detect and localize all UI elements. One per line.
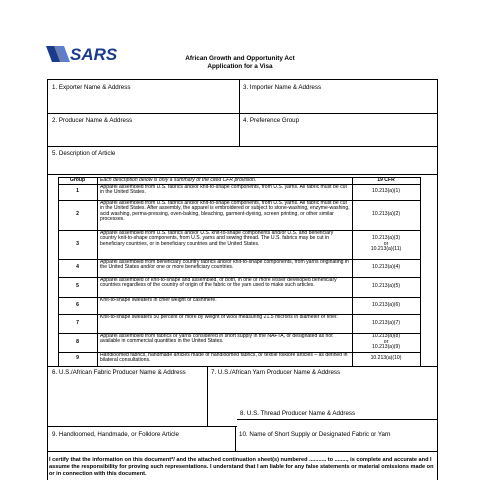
field-exporter[interactable]: 1. Exporter Name & Address xyxy=(52,84,131,91)
table-cell-group: 6 xyxy=(76,301,79,308)
table-cell-group: 3 xyxy=(76,240,79,247)
title-line-1: African Growth and Opportunity Act xyxy=(185,55,295,62)
header-group: Group xyxy=(69,177,86,183)
field-description[interactable]: 5. Description of Article xyxy=(52,150,116,157)
table-right xyxy=(420,177,421,366)
table-cell-cfr xyxy=(352,230,420,259)
cfr-citation: 10.213(a)(3) xyxy=(371,235,401,242)
title-line-2: Application for a Visa xyxy=(207,63,273,70)
cfr-citation: 10.213(a)(5) xyxy=(371,283,401,290)
field-preference-group[interactable]: 4. Preference Group xyxy=(243,117,300,124)
rule-2 xyxy=(47,146,437,147)
rule-top xyxy=(47,79,437,80)
header-cfr: 19 CFR xyxy=(377,177,395,183)
cfr-citation: 10.213(a)(8) xyxy=(371,333,401,340)
table-cell-cfr xyxy=(352,314,420,333)
field-short-supply[interactable]: 10. Name of Short Supply or Designated Fabric or Yarn xyxy=(239,431,391,438)
header-description: Each description below is only a summary of the cited CFR provision. xyxy=(100,178,257,183)
table-cell-description: Knit-to-shape sweaters in chief weight of cashmere. xyxy=(100,297,217,303)
rule-6 xyxy=(47,426,237,427)
table-cell-cfr xyxy=(352,297,420,314)
table-cell-group: 9 xyxy=(76,355,79,362)
cfr-citation: 10.213(a)(2) xyxy=(371,211,401,218)
sars-logo xyxy=(46,44,136,64)
table-cell-cfr xyxy=(352,352,420,366)
cfr-citation: 10.213(a)(9) xyxy=(371,344,401,351)
table-cell-cfr xyxy=(352,259,420,277)
table-cell-group: 1 xyxy=(76,188,79,195)
cfr-citation: 10.213(a)(11) xyxy=(370,246,402,253)
divider-top xyxy=(239,79,240,146)
table-cell-description: Apparel assembled from U.S. fabrics and/or knit-to-shape components, from U.S. yarns. All fabric must be cut in the United States. xyxy=(100,184,347,196)
cfr-citation: 10.213(a)(4) xyxy=(371,264,401,271)
field-thread-producer[interactable]: 8. U.S. Thread Producer Name & Address xyxy=(240,410,356,417)
rule-4 xyxy=(47,366,437,367)
table-cell-cfr xyxy=(352,277,420,297)
table-cell-cfr xyxy=(352,200,420,230)
rule-3 xyxy=(47,174,437,175)
divider-9-10 xyxy=(235,426,236,451)
table-cell-description: Apparel assembled or knit-to-shape and assembled, or both, in one or more lesser developed beneficiary countries regardless of the country of origin of the fabric or the yarn used to make such articles. xyxy=(100,277,337,289)
table-cell-group: 5 xyxy=(76,283,79,290)
cfr-citation: or xyxy=(383,338,389,345)
document-title xyxy=(140,55,340,71)
border-right xyxy=(437,79,438,480)
cfr-citation: 10.213(a)(6) xyxy=(371,301,401,308)
border-left xyxy=(47,79,48,480)
certification-text: I certify that the information on this document*/ and the attached continuation sheet(s) numbered ........... to ........, is complete and accurate and I assume the responsibility for proving such representations. I understand that I am liable for any false statements or material omissions made on or in connection with this document. xyxy=(49,457,434,478)
cfr-citation: 10.213(a)(1) xyxy=(371,188,401,195)
field-handloomed[interactable]: 9. Handloomed, Handmade, or Folklore Article xyxy=(52,431,179,438)
table-cell-description: Handloomed fabrics, handmade articles made of handloomed fabrics, or textile folklore articles – as defined in bilateral consultations. xyxy=(100,352,348,364)
field-producer[interactable]: 2. Producer Name & Address xyxy=(52,117,133,124)
cfr-citation: 10.213(a)(10) xyxy=(370,355,402,362)
logo-text: SARS xyxy=(70,45,118,64)
field-importer[interactable]: 3. Importer Name & Address xyxy=(243,84,322,91)
cfr-citation: 10.213(a)(7) xyxy=(371,319,401,326)
rule-1 xyxy=(47,113,437,114)
table-cell-group: 4 xyxy=(76,264,79,271)
table-cell-description: Apparel assembled from beneficiary country fabrics and/or knit-to-shape components, from yarns originating in the United States and/or one or more beneficiary countries. xyxy=(100,259,349,271)
rule-7 xyxy=(47,451,437,452)
sars-logo-icon xyxy=(46,44,136,64)
field-fabric-producer[interactable]: 6. U.S./African Fabric Producer Name & Address xyxy=(52,369,186,376)
table-cell-description: Knit-to-shape sweaters 50 percent or more by weight of wool measuring 21.5 microns in diameter or finer. xyxy=(100,314,338,320)
table-cell-cfr xyxy=(352,333,420,352)
table-cell-group: 7 xyxy=(76,319,79,326)
table-col1 xyxy=(97,177,98,366)
table-cell-description: Apparel assembled from U.S. fabrics and/or knit-to-shape components, from U.S. yarns. All fabric must be cut in the United States. After assembly, the apparel is embroidered or subject to stone-washing, enzyme-washing, acid washing, perma-pressing, oven-baking, bleaching, garment-dyeing, screen printing, or other similar processes. xyxy=(100,200,350,223)
cfr-citation: or xyxy=(383,240,389,247)
table-cell-description: Apparel assembled from U.S. fabrics and/or U.S. knit-to-shape components and/or U.S. and beneficiary country knit-to-shape components, from U.S. yarns and sewing thread. The U.S. fabrics may be cut in beneficiary countries, or in beneficiary countries and the United States. xyxy=(100,230,334,247)
table-cell-cfr xyxy=(352,184,420,200)
field-yarn-producer[interactable]: 7. U.S./African Yarn Producer Name & Address xyxy=(211,369,341,376)
rule-5 xyxy=(237,419,437,420)
table-cell-description: Apparel assembled from fabrics or yarns considered in short supply in the NAFTA, or designated as not available in commercial quantities in the United States. xyxy=(100,333,333,345)
table-cell-group: 2 xyxy=(76,211,79,218)
divider-fabric-yarn xyxy=(207,366,208,426)
table-cell-group: 8 xyxy=(76,338,79,345)
